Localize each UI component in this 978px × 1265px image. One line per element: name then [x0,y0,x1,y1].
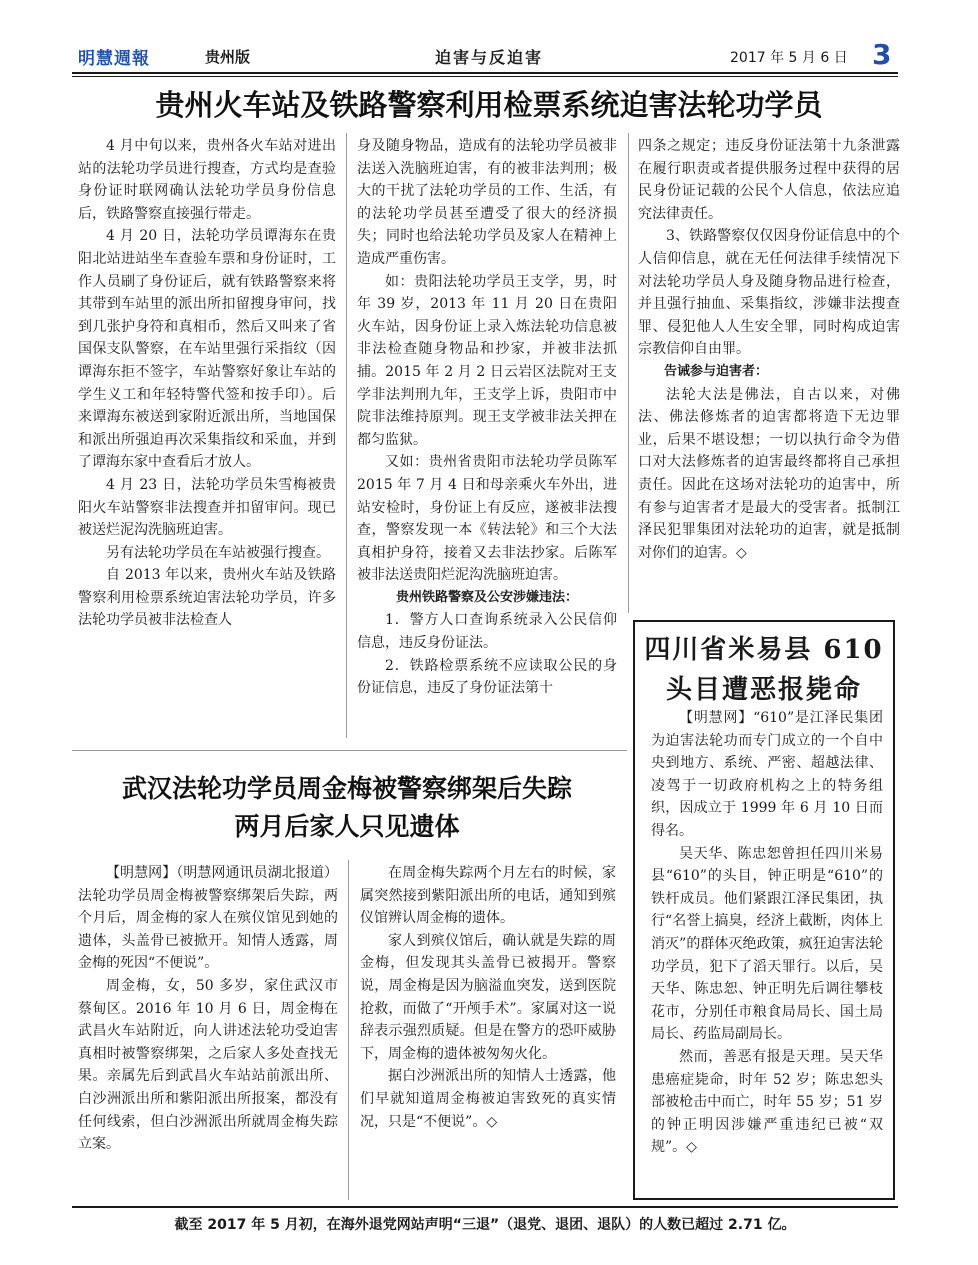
article1-column-2 [357,135,617,700]
paragraph: 吴天华、陈忠恕曾担任四川米易县“610”的头目，钟正明是“610”的铁杆成员。他们紧跟江泽民集团，执行“名誉上搞臭，经济上截断，肉体上消灭”的群体灭绝政策，疯狂迫害法轮功学员，犯下了滔天罪行。以后，吴天华、陈忠恕、钟正明先后调往攀枝花市，分别任市粮食局局长、国土局局长、药监局副局长。 [651,845,883,1043]
article2-title-line2: 两月后家人只见遗体 [234,812,460,841]
paragraph: 3、铁路警察仅仅因身份证信息中的个人信仰信息，就在无任何法律手续情况下对法轮功学员人身及随身物品进行检查，并且强行抽血、采集指纹，涉嫌非法搜查罪、侵犯他人人生安全罪，同时构成迫害宗教信仰自由罪。 [638,228,900,358]
article1-column-3 [638,135,900,564]
subheading-warning: 告诫参与迫害者： [664,363,769,379]
section-divider [72,750,627,751]
page-number: 3 [872,38,892,71]
article2-title [72,770,622,846]
column-divider [628,133,629,613]
article2-column-1 [78,862,338,1156]
paragraph: 4 月中旬以来，贵州各火车站对进出站的法轮功学员进行搜查，方式均是查验身份证时联网确认法轮功学员身份信息后，铁路警察直接强行带走。 [78,138,336,222]
paragraph: 1．警方人口查询系统录入公民信仰信息，违反身份证法。 [357,612,617,652]
paragraph: 四条之规定；违反身份证法第十九条泄露在履行职责或者提供服务过程中获得的居民身份证记载的公民个人信息，依法应追究法律责任。 [638,138,900,222]
article3-title [633,630,895,710]
edition-label: 贵州版 [205,48,251,66]
paragraph: 在周金梅失踪两个月左右的时候，家属突然接到紫阳派出所的电话，通知到殡仪馆辨认周金梅的遗体。 [360,865,616,927]
section-title: 迫害与反迫害 [435,48,544,67]
article1-title: 贵州火车站及铁路警察利用检票系统迫害法轮功学员 [155,88,823,122]
paragraph: 身及随身物品，造成有的法轮功学员被非法送入洗脑班迫害，有的被非法判刑；极大的干扰了法轮功学员的工作、生活，有的法轮功学员甚至遭受了很大的经济损失；同时也给法轮功学员及家人在精神上造成严重伤害。 [357,138,617,267]
paragraph: 自 2013 年以来，贵州火车站及铁路警察利用检票系统迫害法轮功学员，许多法轮功学员被非法检查人 [78,567,336,629]
column-divider [348,860,349,1200]
article2-title-line1: 武汉法轮功学员周金梅被警察绑架后失踪 [121,774,572,803]
footer-rule [72,1206,898,1208]
paragraph: 【明慧网】“610”是江泽民集团为迫害法轮功而专门成立的一个自中央到地方、系统、严密、超越法律、凌驾于一切政府机构之上的特务组织，因成立于 1999 年 6 月 10 日而得名。 [651,710,883,839]
subheading-violations: 贵州铁路警察及公安涉嫌违法： [395,589,578,605]
column-divider [346,133,347,738]
paragraph: 家人到殡仪馆后，确认就是失踪的周金梅，但发现其头盖骨已被揭开。警察说，周金梅是因为脑溢血突发，送到医院抢救，而做了“开颅手术”。家属对这一说辞表示强烈质疑。但是在警方的恐吓威胁下，周金梅的遗体被匆匆火化。 [360,932,616,1062]
paragraph: 周金梅，女，50 多岁，家住武汉市蔡甸区。2016 年 10 月 6 日，周金梅在武昌火车站附近，向人讲述法轮功受迫害真相时被警察绑架，之后家人多处查找无果。亲属先后到武昌火车站站前派出所、白沙洲派出所和紫阳派出所报案，都没有任何线索，但白沙洲派出所就周金梅失踪立案。 [78,977,338,1153]
paragraph: 4 月 23 日，法轮功学员朱雪梅被贵阳火车站警察非法搜查并扣留审问。现已被送烂泥沟洗脑班迫害。 [78,476,336,539]
header-rule [72,72,898,74]
article1-column-1 [78,135,336,632]
paragraph: 另有法轮功学员在车站被强行搜查。 [106,544,330,561]
article3-title-line1: 四川省米易县 610 [644,635,884,665]
article3-body [651,707,883,1159]
paragraph: 法轮大法是佛法，自古以来，对佛法、佛法修炼者的迫害都将造下无边罪业，后果不堪设想；一切以执行命令为借口对大法修炼者的迫害最终都将自己承担责任。因此在这场对法轮功的迫害中，所有参与迫害者才是最大的受害者。抵制江泽民犯罪集团对法轮功的迫害，就是抵制对你们的迫害。◇ [638,386,900,561]
header-rule-thin [72,76,898,77]
paragraph: 又如：贵州省贵阳市法轮功学员陈军 2015 年 7 月 4 日和母亲乘火车外出，进站安检时，身份证上有反应，遂被非法搜查，警察发现一本《转法轮》和三个大法真相护身符，接着又去非法抄家。后陈军被非法送贵阳烂泥沟洗脑班迫害。 [357,454,617,584]
paragraph: 如：贵阳法轮功学员王支学，男，时年 39 岁，2013 年 11 月 20 日在贵阳火车站，因身份证上录入炼法轮功信息被非法检查随身物品和抄家，并被非法抓捕。2015 年 2 月 2 日云岩区法院对王支学非法判刑九年，王支学上诉，贵阳市中院非法维持原判。现王支学被非法关押在都匀监狱。 [357,273,617,448]
paragraph: 然而，善恶有报是天理。吴天华患癌症毙命，时年 52 岁；陈忠恕头部被枪击中而亡，时年 55 岁；51 岁的钟正明因涉嫌严重违纪已被“双规”。◇ [651,1048,883,1156]
footer-banner: 截至 2017 年 5 月初，在海外退党网站声明“三退”（退党、退团、退队）的人数已超过 2.71 亿。 [174,1217,796,1233]
paragraph: 据白沙洲派出所的知情人士透露，他们早就知道周金梅被迫害致死的真实情况，只是“不便说”。◇ [360,1068,616,1130]
paragraph: 4 月 20 日，法轮功学员谭海东在贵阳北站进站坐车查验车票和身份证时，工作人员刷了身份证后，就有铁路警察来将其带到车站里的派出所扣留搜身审问，找到几张护身符和真相币，然后又叫来了省国保支队警察，在车站里强行采指纹（因谭海东拒不签字，车站警察好象让车站的学生义工和年轻特警代签和按手印）。后来谭海东被送到家附近派出所，当地国保和派出所强迫再次采集指纹和采血，并到了谭海东家中查看后才放人。 [78,228,336,471]
article3-title-line2: 头目遭恶报毙命 [665,675,862,705]
paper-name: 明慧週報 [78,49,150,69]
issue-date: 2017 年 5 月 6 日 [730,50,848,66]
paragraph: 【明慧网】（明慧网通讯员湖北报道）法轮功学员周金梅被警察绑架后失踪，两个月后，周金梅的家人在殡仪馆见到她的遗体，头盖骨已被掀开。知情人透露，周金梅的死因“不便说”。 [78,865,338,972]
article2-column-2 [360,862,616,1133]
paragraph: 2．铁路检票系统不应读取公民的身份证信息，违反了身份证法第十 [357,657,617,697]
